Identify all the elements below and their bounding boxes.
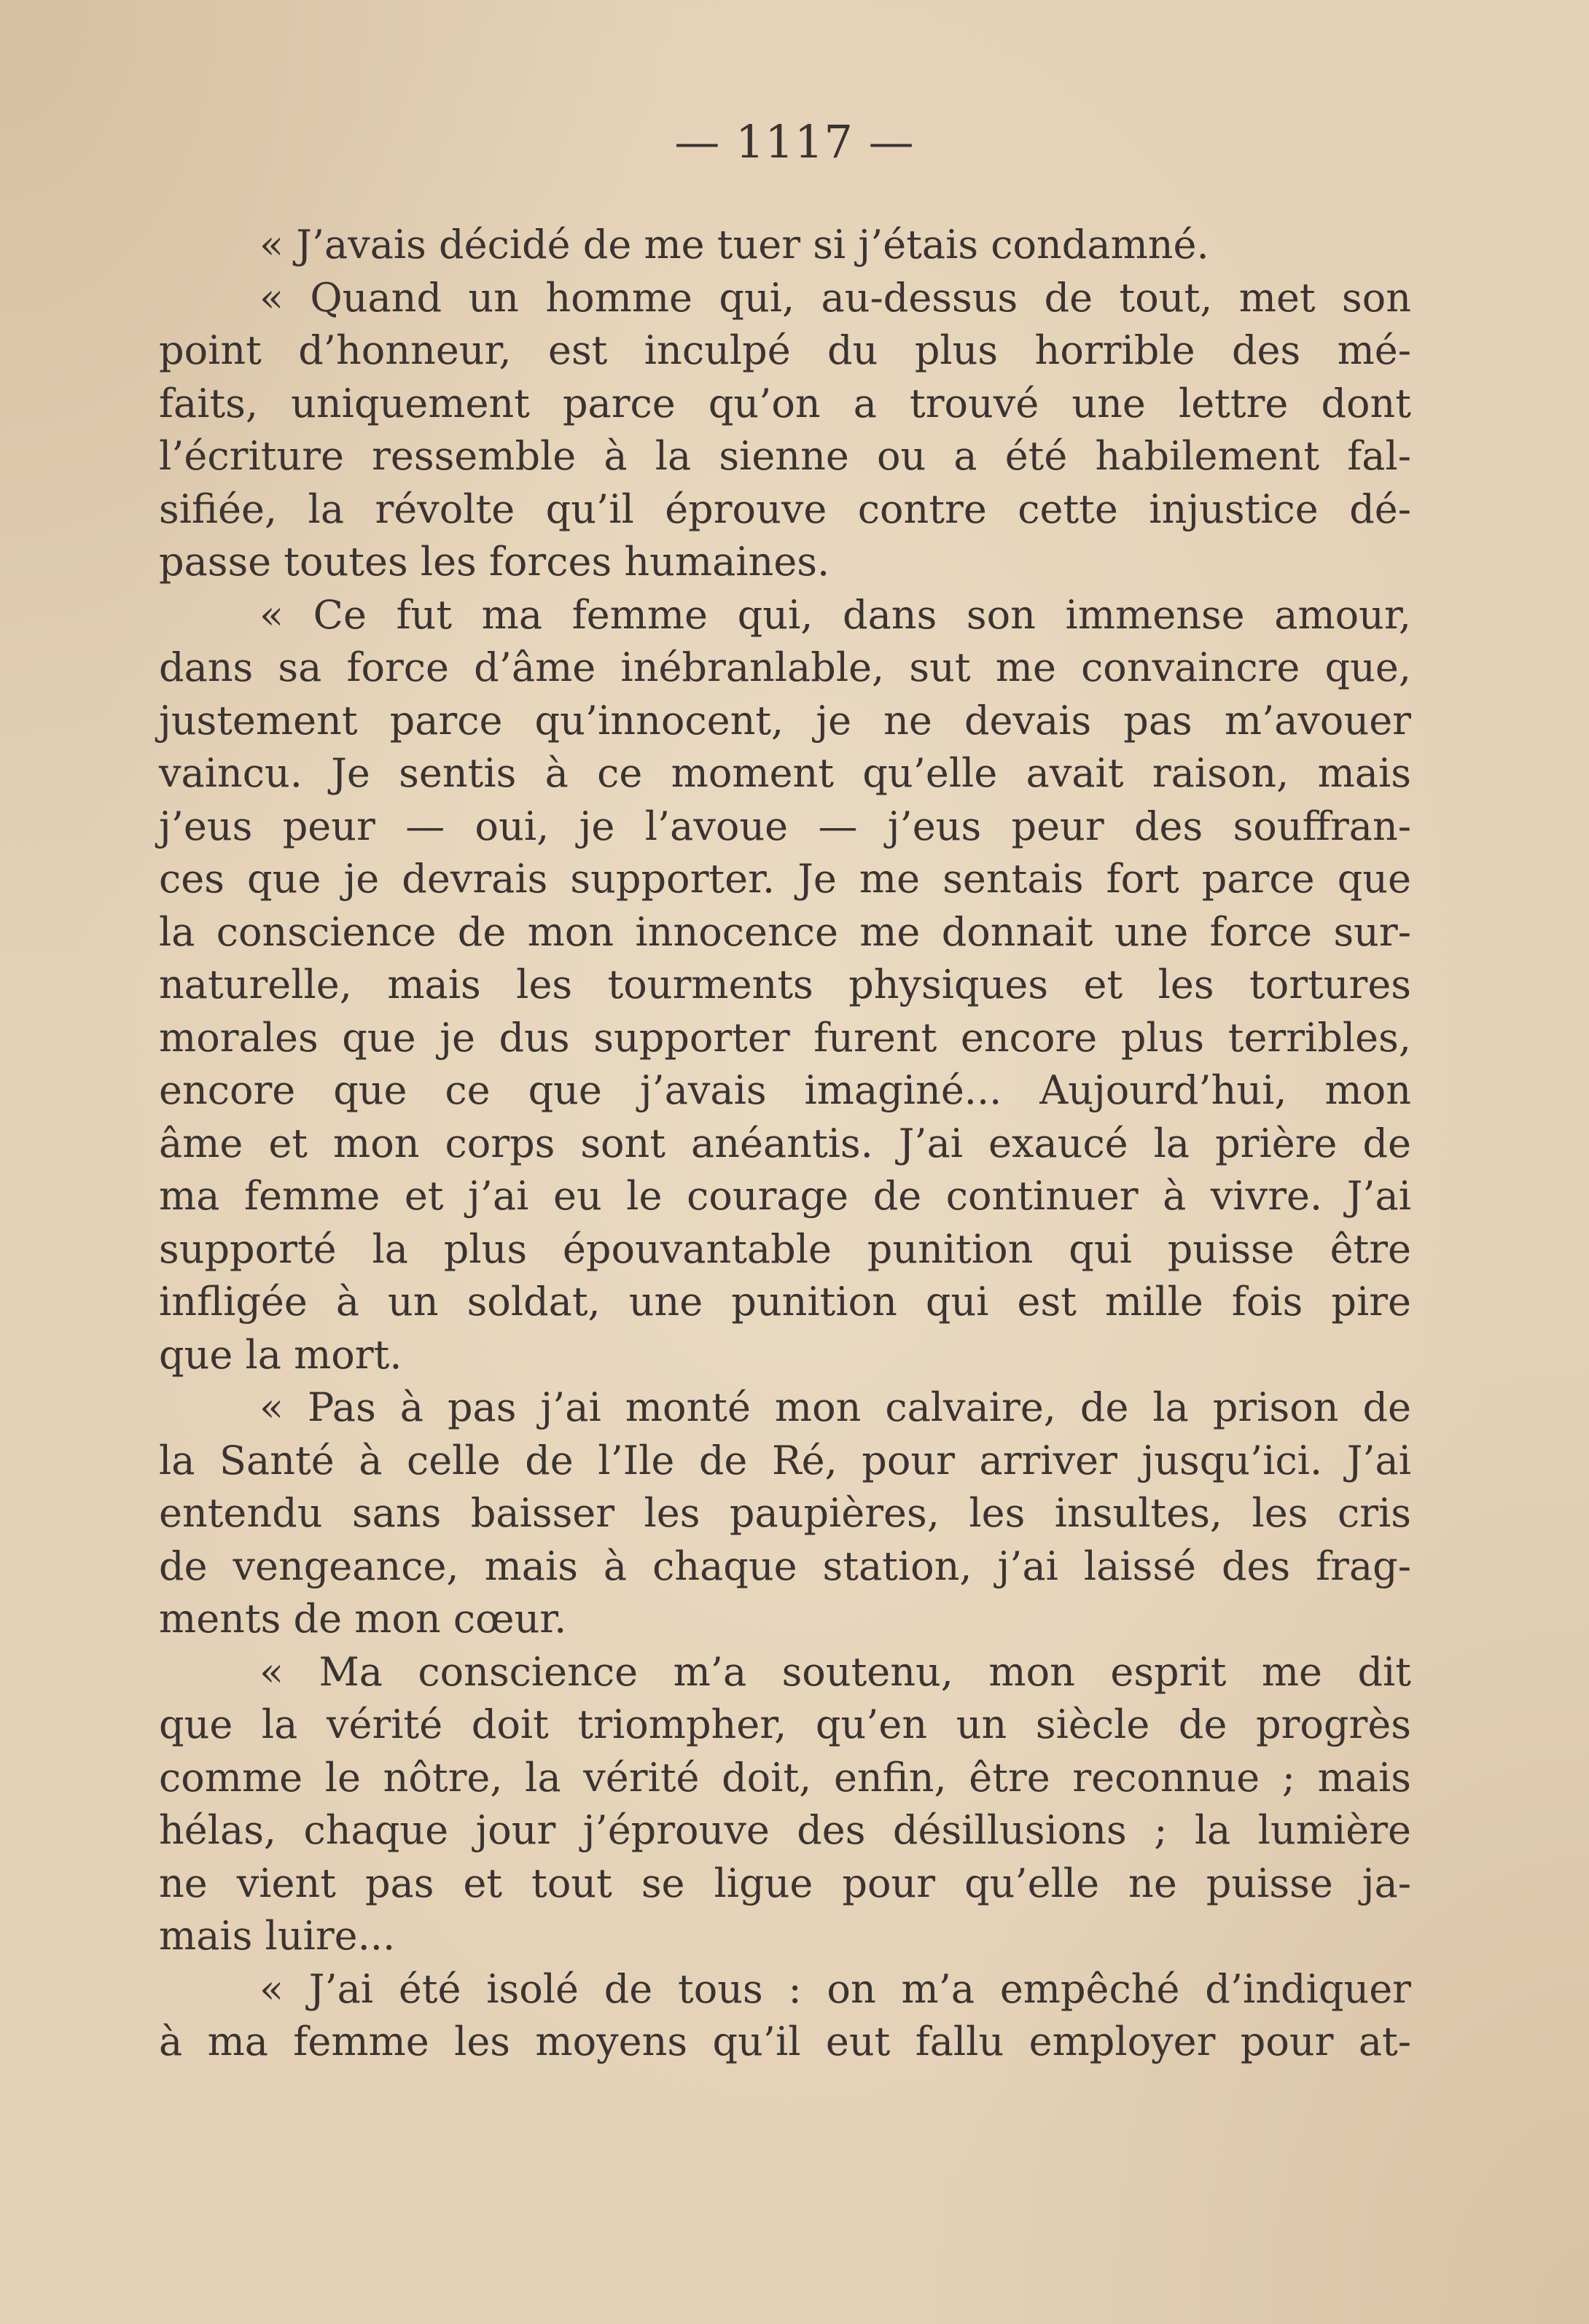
text-line: mais luire... [159,1913,396,1959]
text-line: ne vient pas et tout se ligue pour qu’elle ne puisse ja- [159,1860,1411,1906]
text-line: ma femme et j’ai eu le courage de continuer à vivre. J’ai [159,1173,1411,1219]
text-line: sifiée, la révolte qu’il éprouve contre cette injustice dé- [159,486,1411,532]
text-line: encore que ce que j’avais imaginé... Aujourd’hui, mon [159,1067,1411,1113]
page-number: — 1117 — [674,115,915,168]
text-line: ments de mon cœur. [159,1596,567,1642]
text-line: j’eus peur — oui, je l’avoue — j’eus peur des souffran- [159,803,1411,849]
text-line: que la vérité doit triompher, qu’en un siècle de progrès [159,1701,1411,1747]
text-line: âme et mon corps sont anéantis. J’ai exaucé la prière de [159,1120,1411,1166]
text-line: passe toutes les forces humaines. [159,539,830,585]
text-line: naturelle, mais les tourments physiques et les tortures [159,962,1411,1007]
text-line: point d’honneur, est inculpé du plus horrible des mé- [159,327,1411,373]
text-line: la Santé à celle de l’Ile de Ré, pour arriver jusqu’ici. J’ai [159,1437,1411,1483]
text-line: faits, uniquement parce qu’on a trouvé une lettre dont [159,380,1411,426]
text-line: vaincu. Je sentis à ce moment qu’elle avait raison, mais [159,750,1411,796]
text-line: morales que je dus supporter furent encore plus terribles, [159,1014,1411,1061]
text-line: « Pas à pas j’ai monté mon calvaire, de la prison de [259,1384,1411,1430]
text-line: l’écriture ressemble à la sienne ou a été habilement fal- [159,433,1411,479]
text-line: « Ce fut ma femme qui, dans son immense amour, [259,591,1411,638]
text-line: ces que je devrais supporter. Je me sentais fort parce que [159,856,1411,902]
text-line: à ma femme les moyens qu’il eut fallu employer pour at- [159,2019,1411,2064]
text-line: de vengeance, mais à chaque station, j’ai laissé des frag- [159,1543,1411,1589]
text-line: que la mort. [159,1331,402,1378]
text-line: supporté la plus épouvantable punition qui puisse être [159,1225,1411,1272]
text-line: « Quand un homme qui, au-dessus de tout, met son [259,274,1411,321]
text-line: hélas, chaque jour j’éprouve des désillusions ; la lumière [159,1807,1411,1853]
text-line: « Ma conscience m’a soutenu, mon esprit me dit [259,1648,1411,1695]
body-text [159,219,1411,2069]
text-line: « J’avais décidé de me tuer si j’étais condamné. [259,222,1209,268]
text-line: infligée à un soldat, une punition qui est mille fois pire [159,1279,1411,1325]
text-line: la conscience de mon innocence me donnait une force sur- [159,908,1411,955]
text-line: comme le nôtre, la vérité doit, enfin, être reconnue ; mais [159,1754,1411,1801]
text-line: dans sa force d’âme inébranlable, sut me convaincre que, [159,644,1411,690]
text-line: « J’ai été isolé de tous : on m’a empêché d’indiquer [259,1965,1411,2012]
text-line: justement parce qu’innocent, je ne devais pas m’avouer [159,697,1411,744]
text-line: entendu sans baisser les paupières, les insultes, les cris [159,1490,1411,1536]
